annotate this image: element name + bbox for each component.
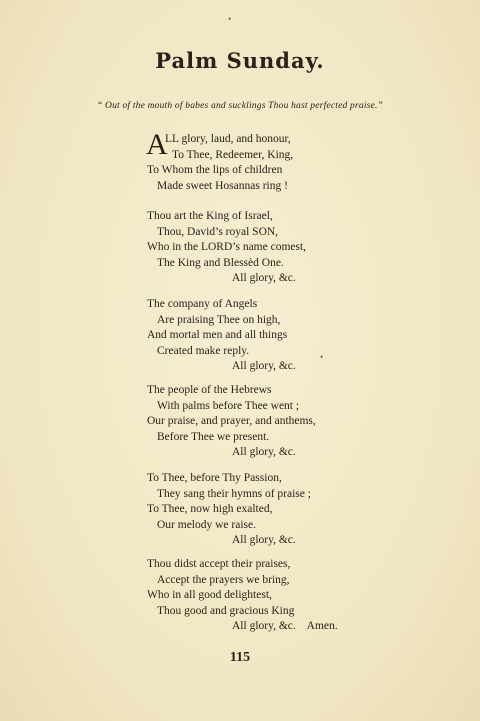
stanza-4-line-1: The people of the Hebrews: [147, 384, 272, 396]
stanza-1-line-1-text: LL glory, laud, and honour,: [165, 133, 291, 145]
stanza-2-line-3: Who in the LORD’s name comest,: [147, 241, 307, 254]
amen: Amen.: [306, 620, 338, 633]
stanza-3-refrain: All glory, &c.: [232, 360, 296, 373]
stanza-2: [147, 209, 377, 287]
stanza-2-line-1: Thou art the King of Israel,: [147, 210, 273, 222]
stanza-4-line-2: With palms before Thee went ;: [157, 399, 300, 412]
stanza-6-refrain-text: All glory, &c.: [232, 620, 296, 633]
printer-mark: •: [228, 14, 232, 24]
stanza-6: [147, 557, 377, 635]
stanza-1-line-2-text: To Thee, Redeemer, King,: [172, 148, 294, 161]
stanza-5: [147, 471, 377, 549]
stanza-1: [146, 128, 377, 194]
page-number: 115: [229, 650, 251, 665]
stanza-3: [147, 297, 377, 375]
stanza-6-line-2: Accept the prayers we bring,: [157, 573, 290, 586]
stanza-6-line-4: Thou good and gracious King: [157, 604, 295, 617]
stanza-3-line-1: The company of Angels: [147, 298, 258, 310]
stanza-4-line-4: Before Thee we present.: [157, 430, 270, 443]
stanza-6-refrain: [147, 619, 377, 635]
stanza-5-line-2: They sang their hymns of praise ;: [157, 487, 311, 500]
stanza-1-line-3: To Whom the lips of children: [147, 164, 283, 177]
stanza-3-line-3: And mortal men and all things: [147, 329, 288, 342]
stanza-5-line-3: To Thee, now high exalted,: [147, 503, 273, 516]
stray-mark: •: [320, 352, 324, 362]
stanza-1-line-4: Made sweet Hosannas ring !: [157, 179, 288, 192]
stanza-4-line-3: Our praise, and prayer, and anthems,: [147, 415, 316, 428]
page-title: Palm Sunday.: [155, 48, 325, 73]
stanza-2-line-4: The King and Blessèd One.: [157, 256, 284, 269]
stanza-2-refrain: All glory, &c.: [232, 272, 296, 285]
stanza-2-line-2: Thou, David’s royal SON,: [157, 225, 279, 238]
stanza-1-line-2: [147, 148, 377, 164]
stanza-5-refrain: All glory, &c.: [232, 534, 296, 547]
stanza-4: [147, 383, 377, 461]
stanza-5-line-1: To Thee, before Thy Passion,: [147, 472, 282, 484]
stanza-6-line-3: Who in all good delightest,: [147, 589, 272, 602]
stanza-6-line-1: Thou didst accept their praises,: [147, 558, 291, 570]
stanza-4-refrain: All glory, &c.: [232, 446, 296, 459]
stanza-5-line-4: Our melody we raise.: [157, 518, 256, 531]
epigraph: “ Out of the mouth of babes and sucklings Thou hast perfected praise.”: [96, 101, 384, 111]
stanza-3-line-4: Created make reply.: [157, 344, 250, 357]
drop-cap: A: [146, 128, 168, 161]
stanza-3-line-2: Are praising Thee on high,: [157, 313, 281, 326]
